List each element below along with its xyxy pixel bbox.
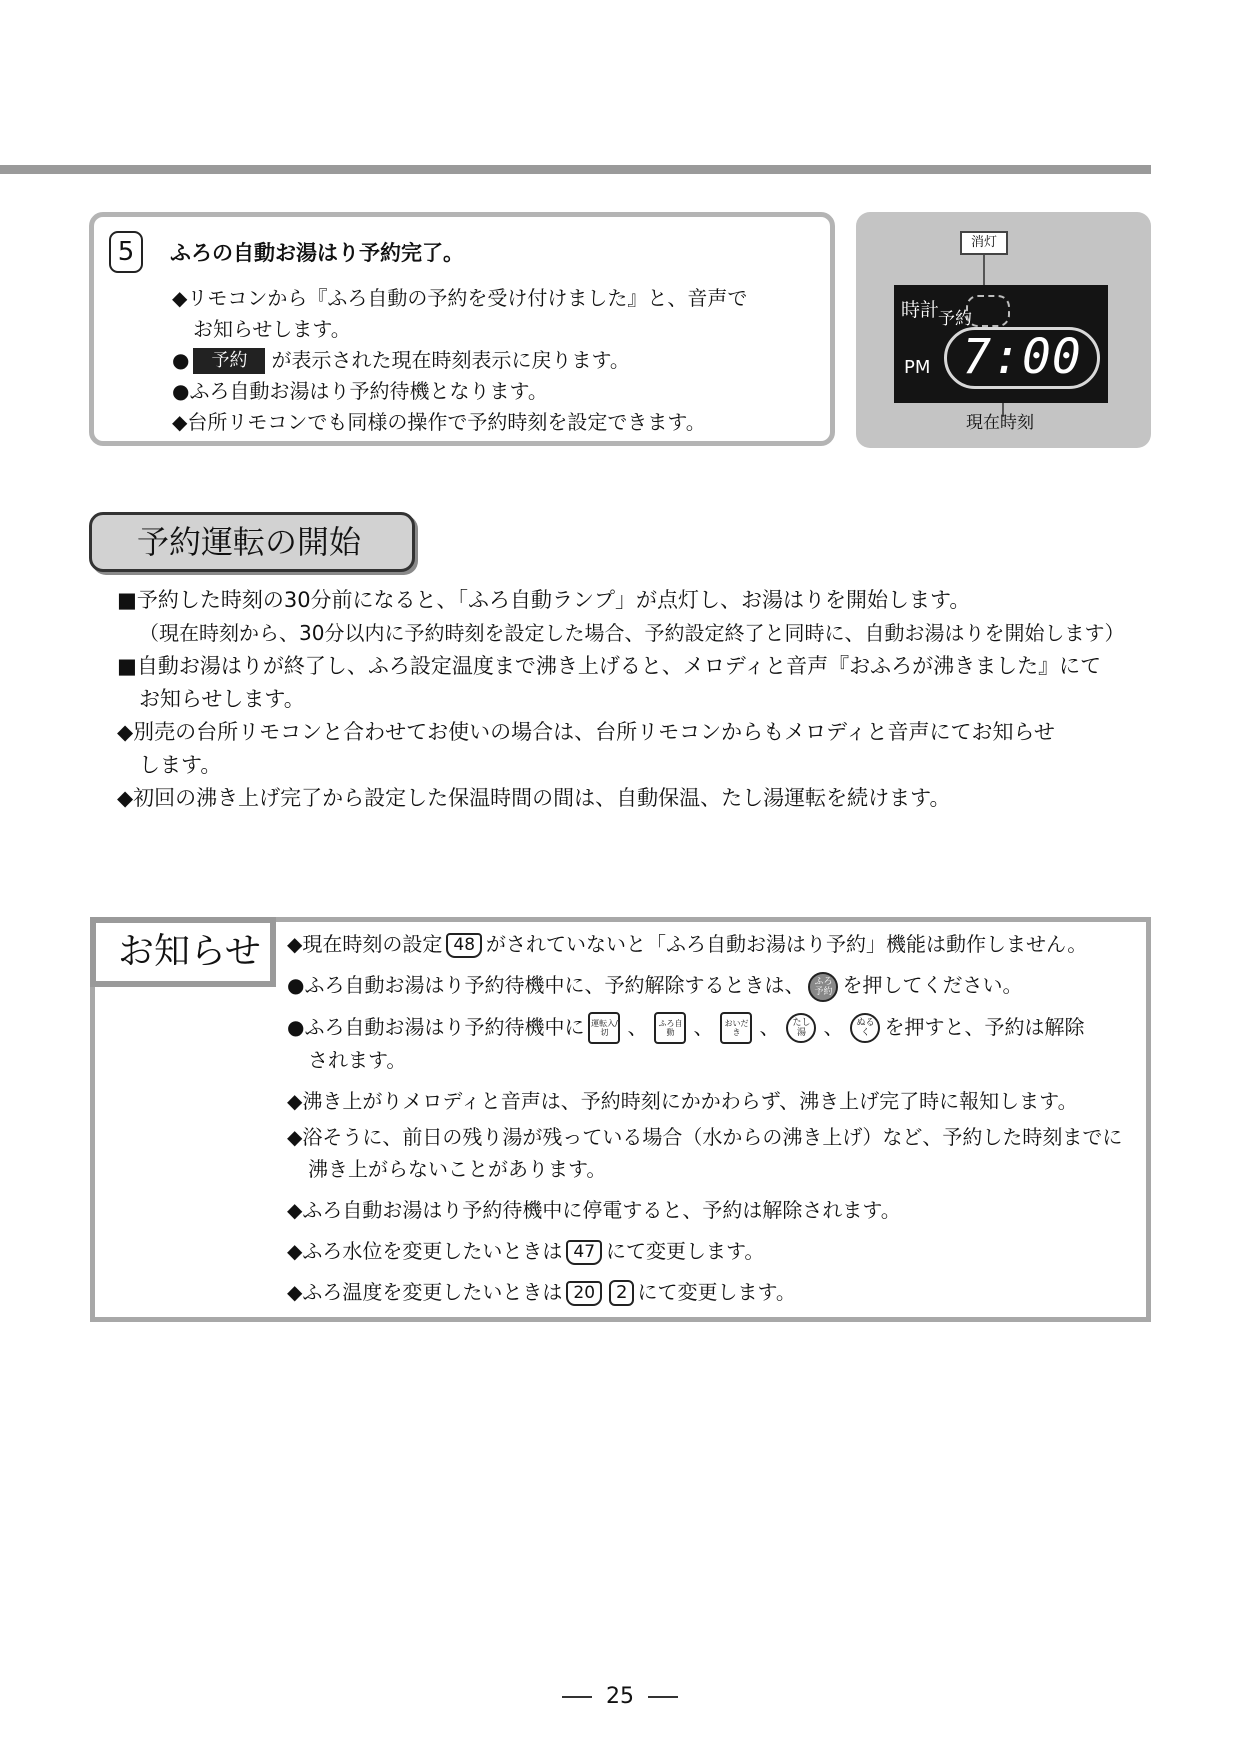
notice-text: がされていないと「ふろ自動お湯はり予約」機能は動作しません。 bbox=[486, 932, 1088, 956]
step-5-box bbox=[89, 212, 835, 446]
step-line: ◆リモコンから『ふろ自動の予約を受け付けました』と、音声で bbox=[172, 286, 748, 310]
page-reference: 47 bbox=[566, 1240, 602, 1265]
notice-text: ●ふろ自動お湯はり予約待機中に bbox=[287, 1014, 585, 1039]
paragraph: ■自動お湯はりが終了し、ふろ設定温度まで沸き上げると、メロディと音声『おふろが沸きました』にて bbox=[117, 654, 1102, 678]
paragraph: お知らせします。 bbox=[139, 687, 305, 711]
section-heading: 予約運転の開始 bbox=[89, 512, 415, 572]
notice-item bbox=[287, 1235, 1147, 1267]
clock-label: 時計 bbox=[901, 299, 940, 321]
time-display: 7:00 bbox=[944, 327, 1100, 389]
current-time-caption: 現在時刻 bbox=[966, 413, 1034, 433]
paragraph: します。 bbox=[139, 753, 222, 777]
notice-text: ◆現在時刻の設定 bbox=[287, 932, 443, 956]
top-rule bbox=[0, 165, 1151, 174]
notice-item bbox=[287, 928, 1147, 960]
paragraph: ◆別売の台所リモコンと合わせてお使いの場合は、台所リモコンからもメロディと音声にてお知らせ bbox=[117, 720, 1055, 744]
separator: 、 bbox=[759, 1014, 780, 1039]
notice-text: 沸き上がらないことがあります。 bbox=[308, 1157, 607, 1181]
step-line: ◆台所リモコンでも同様の操作で予約時刻を設定できます。 bbox=[172, 410, 706, 434]
paragraph: （現在時刻から、30分以内に予約時刻を設定した場合、予約設定終了と同時に、自動お湯はりを開始します） bbox=[139, 621, 1125, 645]
add-hot-water-button-icon: たし湯 bbox=[786, 1013, 816, 1043]
step-title: ふろの自動お湯はり予約完了。 bbox=[170, 241, 464, 265]
notice-text: されます。 bbox=[308, 1048, 407, 1072]
step-line: ●ふろ自動お湯はり予約待機となります。 bbox=[172, 379, 548, 403]
notice-text: を押すと、予約は解除 bbox=[884, 1014, 1085, 1039]
remote-display-illustration bbox=[856, 212, 1151, 448]
page-reference: 20 bbox=[566, 1281, 602, 1306]
notice-title: お知らせ bbox=[90, 917, 276, 987]
reheat-button-icon: おいだき bbox=[720, 1012, 752, 1044]
notice-text: ●ふろ自動お湯はり予約待機中に、予約解除するときは、 bbox=[287, 973, 805, 997]
step-number: 5 bbox=[109, 231, 143, 273]
notice-item: ◆沸き上がりメロディと音声は、予約時刻にかかわらず、沸き上げ完了時に報知します。 bbox=[287, 1089, 1078, 1113]
separator: 、 bbox=[823, 1014, 844, 1039]
furo-yoyaku-button-icon: ふろ予約 bbox=[808, 972, 838, 1002]
page-number-text: 25 bbox=[606, 1684, 634, 1709]
cool-down-button-icon: ぬるく bbox=[850, 1013, 880, 1043]
notice-item-continued bbox=[287, 1044, 1147, 1076]
page-number bbox=[0, 1684, 1240, 1709]
notice-list bbox=[287, 928, 1147, 1317]
step-reference: 2 bbox=[609, 1280, 634, 1306]
reserve-indicator-off bbox=[966, 295, 1010, 327]
notice-item bbox=[287, 969, 1147, 1002]
dash-right bbox=[648, 1696, 678, 1698]
reserve-label: 予約 bbox=[938, 309, 972, 329]
pm-label: PM bbox=[904, 357, 931, 378]
notice-item-continued bbox=[287, 1153, 1147, 1185]
leader-line bbox=[983, 255, 985, 287]
notice-item bbox=[287, 1276, 1147, 1308]
notice-text: にて変更します。 bbox=[637, 1280, 796, 1304]
notice-text: にて変更します。 bbox=[606, 1239, 765, 1263]
dash-left bbox=[562, 1696, 592, 1698]
paragraph: ■予約した時刻の30分前になると、「ふろ自動ランプ」が点灯し、お湯はりを開始します。 bbox=[117, 588, 971, 612]
off-label: 消灯 bbox=[960, 231, 1008, 255]
separator: 、 bbox=[693, 1014, 714, 1039]
notice-text: ◆ふろ水位を変更したいときは bbox=[287, 1239, 563, 1263]
step-line bbox=[172, 345, 747, 376]
notice-text: を押してください。 bbox=[842, 973, 1023, 997]
notice-text: ◆ふろ温度を変更したいときは bbox=[287, 1280, 563, 1304]
section-body bbox=[117, 584, 1157, 815]
notice-item: ◆浴そうに、前日の残り湯が残っている場合（水からの沸き上げ）など、予約した時刻までに bbox=[287, 1125, 1123, 1149]
separator: 、 bbox=[627, 1014, 648, 1039]
furo-auto-button-icon: ふろ自動 bbox=[654, 1012, 686, 1044]
notice-item bbox=[287, 1011, 1147, 1045]
page-reference: 48 bbox=[446, 933, 482, 958]
reserve-badge: 予約 bbox=[193, 348, 265, 374]
notice-item: ◆ふろ自動お湯はり予約待機中に停電すると、予約は解除されます。 bbox=[287, 1198, 901, 1222]
paragraph: ◆初回の沸き上げ完了から設定した保温時間の間は、自動保温、たし湯運転を続けます。 bbox=[117, 786, 951, 810]
step-line: お知らせします。 bbox=[193, 317, 351, 341]
lcd-screen bbox=[894, 285, 1108, 403]
step-line-text: が表示された現在時刻表示に戻ります。 bbox=[271, 348, 630, 372]
bullet: ● bbox=[172, 348, 190, 372]
power-button-icon: 運転入/切 bbox=[588, 1012, 620, 1044]
step-body bbox=[172, 283, 747, 438]
